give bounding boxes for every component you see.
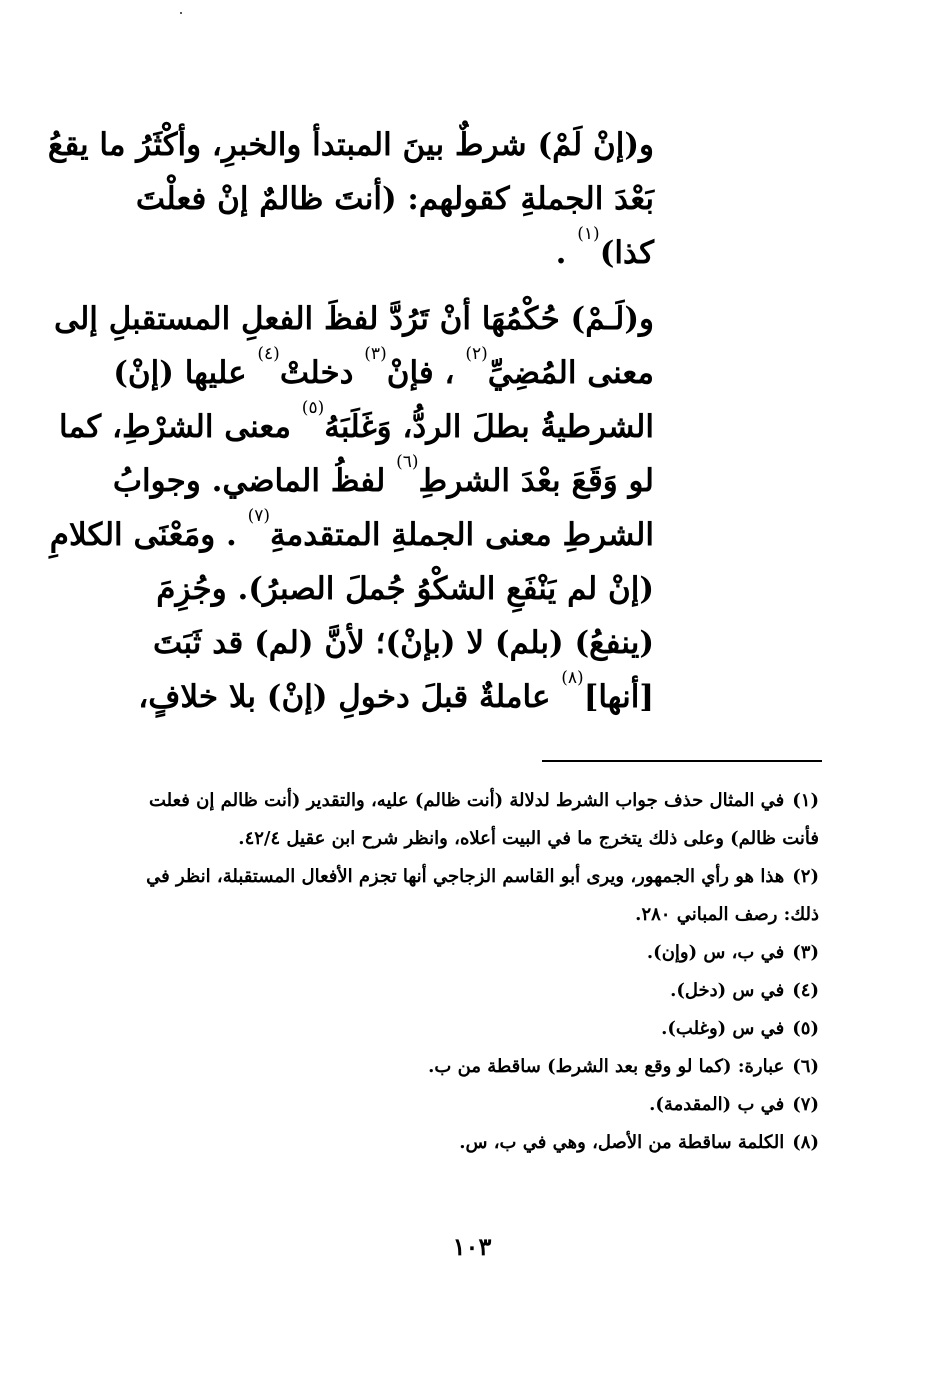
footnote-4	[120, 972, 819, 1010]
text-segment: لو وَقَعَ بعْدَ الشرطِ	[418, 463, 654, 499]
footnote-number: (١)	[792, 790, 819, 811]
footnote-ref-7: (٧)	[247, 506, 270, 526]
footnote-text: هذا هو رأي الجمهور، ويرى أبو القاسم الزجاجي أنها تجزم الأفعال المستقبلة، انظر في ذلك: رصف المباني ٢٨٠.	[146, 866, 819, 925]
paragraph-2-line-3	[59, 398, 654, 454]
footnote-ref-2: (٢)	[465, 344, 488, 364]
footnote-text: في المثال حذف جواب الشرط لدلالة (أنت ظالم) عليه، والتقدير (أنت ظالم إن فعلت فأنت ظالم) وعلى ذلك يتخرج ما في البيت أعلاه، وانظر شرح ابن عقيل ٤٢/٤.	[148, 790, 819, 849]
footnote-ref-6: (٦)	[396, 452, 419, 472]
text-segment: عليها (إنْ)	[113, 355, 247, 391]
text-segment: [أنها]	[583, 679, 654, 715]
scan-speck	[180, 12, 182, 14]
footnote-number: (٤)	[792, 980, 819, 1001]
footnote-7	[120, 1086, 819, 1124]
paragraph-2-line-7: (ينفعُ) (بلم) لا (بإنْ)؛ لأنَّ (لم) قد ثَبَتَ	[153, 625, 654, 661]
paragraph-2-line-5	[49, 506, 654, 562]
footnote-text: عبارة: (كما لو وقع بعد الشرط) ساقطة من ب.	[428, 1056, 785, 1077]
footnote-2	[120, 858, 819, 934]
text-segment: معنى الشرْطِ، كما	[59, 409, 291, 445]
paragraph-1-ending: .	[555, 235, 567, 271]
footnote-ref-8: (٨)	[561, 668, 584, 688]
footnote-8	[120, 1124, 819, 1162]
text-segment: دخلتْ	[279, 355, 354, 391]
text-segment: الشرطِ معنى الجملةِ المتقدمةِ	[269, 517, 654, 553]
footnote-number: (٥)	[792, 1018, 819, 1039]
footnote-divider	[542, 760, 822, 762]
footnote-ref-1: (١)	[577, 224, 600, 244]
paragraph-1	[47, 118, 654, 280]
footnote-ref-3: (٣)	[364, 344, 387, 364]
footnote-text: في ب، س (وإن).	[646, 942, 785, 963]
text-segment: لفظُ الماضي. وجوابُ	[112, 463, 386, 499]
paragraph-1-line-3-text: كذا)	[599, 235, 654, 271]
footnote-3	[120, 934, 819, 972]
footnote-text: في ب (المقدمة).	[649, 1094, 785, 1115]
paragraph-2-line-2	[113, 344, 654, 400]
text-segment: الشرطيةُ بطلَ الردُّ، وَغَلَبَهُ	[324, 409, 654, 445]
text-segment: . ومَعْنَى الكلامِ	[49, 517, 237, 553]
footnote-ref-5: (٥)	[301, 398, 325, 418]
footnote-number: (٦)	[792, 1056, 819, 1077]
paragraph-1-line-3	[130, 226, 654, 280]
footnote-text: في س (دخل).	[670, 980, 785, 1001]
paragraph-2-line-6: (إنْ لم يَنْفَعِ الشكْوُ جُملَ الصبرُ). وجُزِمَ	[156, 571, 654, 607]
page-number: ١٠٣	[452, 1232, 492, 1261]
footnote-6	[120, 1048, 819, 1086]
footnote-number: (٢)	[792, 866, 819, 887]
text-segment: معنى المُضِيِّ	[487, 355, 654, 391]
footnotes	[120, 782, 819, 1162]
paragraph-2-line-8	[130, 670, 654, 724]
footnote-5	[120, 1010, 819, 1048]
footnote-number: (٧)	[792, 1094, 819, 1115]
footnote-1	[120, 782, 819, 858]
footnote-text: في س (وغلب).	[661, 1018, 785, 1039]
paragraph-2	[49, 292, 654, 724]
text-segment: ، فإنْ	[386, 355, 455, 391]
footnote-number: (٨)	[792, 1132, 819, 1153]
paragraph-2-line-4	[112, 452, 654, 508]
paragraph-2-line-1: و(لَـمْ) حُكْمُهَا أنْ تَرُدَّ لفظَ الفعلِ المستقبلِ إلى	[54, 301, 654, 337]
footnote-ref-4: (٤)	[257, 344, 280, 364]
footnote-text: الكلمة ساقطة من الأصل، وهي في ب، س.	[459, 1132, 785, 1153]
footnote-number: (٣)	[792, 942, 819, 963]
text-segment: عاملةٌ قبلَ دخولِ (إنْ) بلا خلافٍ،	[138, 679, 551, 715]
paragraph-1-line-1: و(إنْ لَمْ) شرطٌ بينَ المبتدأ والخبرِ، وأكْثَرُ ما يقعُ	[47, 127, 654, 163]
paragraph-1-line-2: بَعْدَ الجملةِ كقولهم: (أنتَ ظالمٌ إنْ فعلْتَ	[135, 181, 654, 217]
